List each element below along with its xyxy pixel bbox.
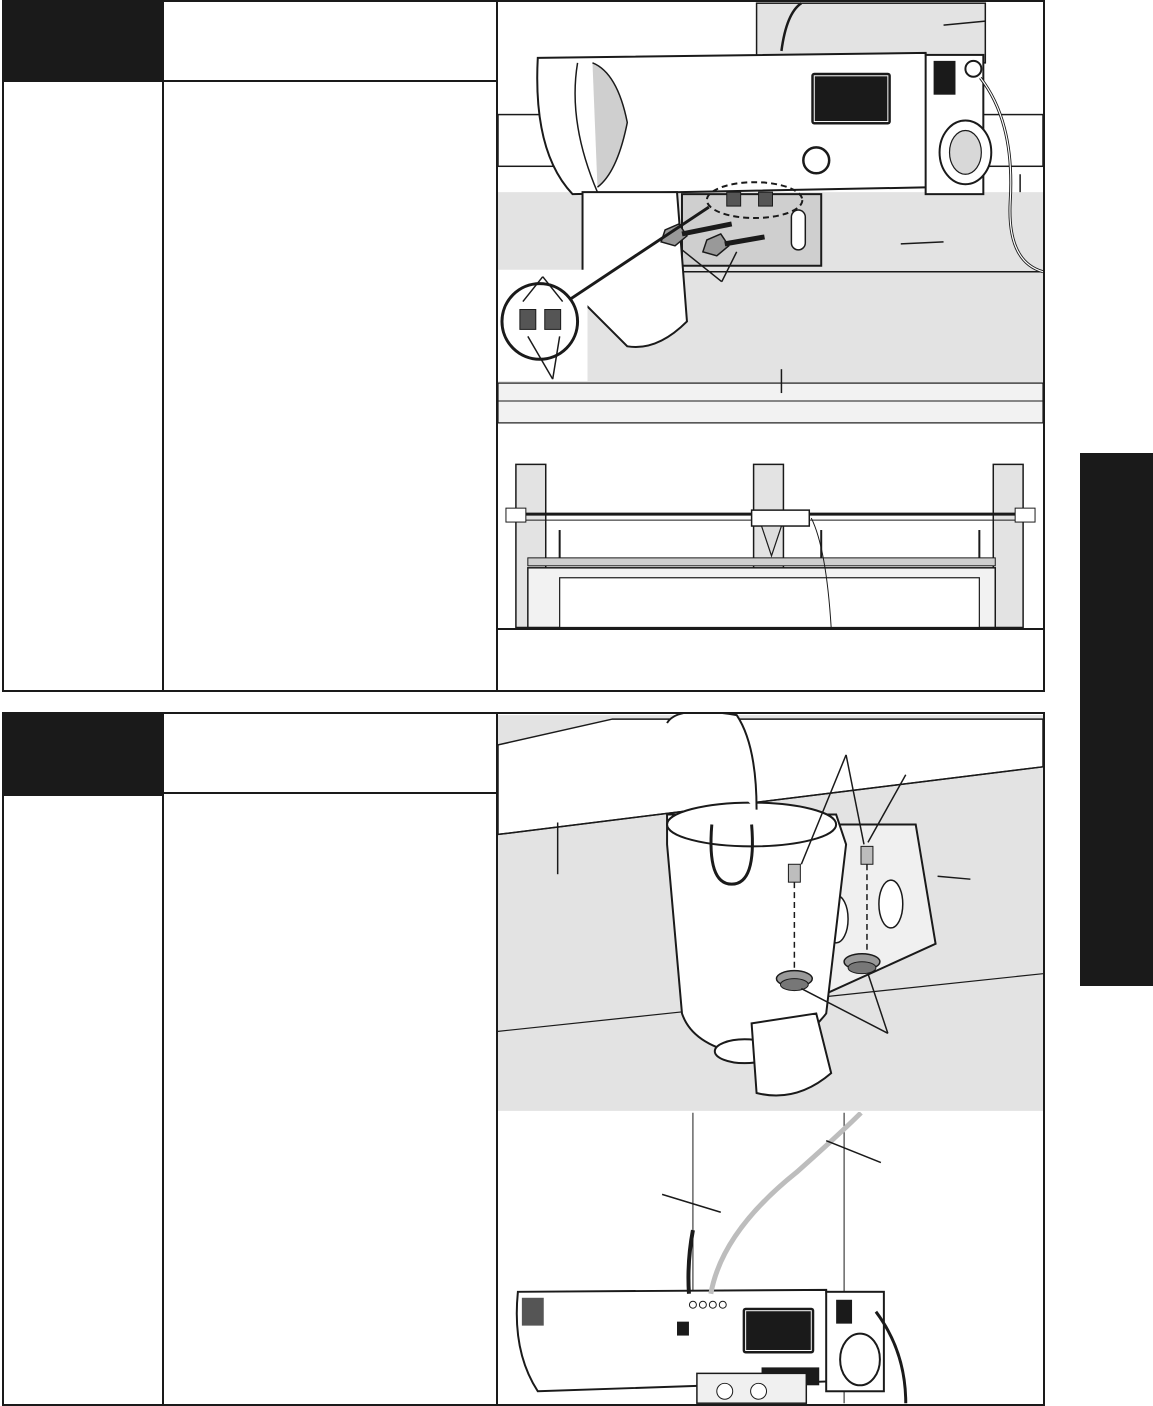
step-title-cell (162, 2, 496, 82)
idrive-pro-wiring-figure (498, 1112, 1043, 1404)
step-instructions-cell (162, 82, 496, 690)
door-top (528, 558, 995, 566)
step-sidebar-cell (4, 794, 162, 1404)
figure-column (496, 2, 1043, 690)
detail-zoom-circle (502, 284, 578, 360)
figure-column (496, 714, 1043, 1404)
threaded-stud (861, 846, 873, 864)
hex-nut (776, 971, 812, 991)
step-sidebar-cell (4, 80, 162, 690)
bracket-underside-figure (498, 714, 1043, 1114)
power-plug-icon (934, 61, 956, 95)
section-side-tab (1080, 453, 1153, 986)
hex-nut (844, 954, 880, 974)
bracket-underside-illustration (498, 714, 1043, 1112)
idrive-pro-wiring-illustration (498, 1112, 1043, 1404)
step-number-header (4, 714, 162, 794)
step-panel-2 (2, 712, 1045, 1406)
idrive-logo (803, 147, 829, 173)
brand-sticker (522, 1298, 544, 1326)
step-instructions-cell (162, 794, 496, 1404)
step-panel-1 (2, 0, 1045, 692)
door-front-view-figure (498, 438, 1043, 630)
wayne-dalton-logo (743, 1308, 815, 1354)
door-front-view-illustration (498, 438, 1043, 628)
step-number-header (4, 2, 162, 80)
opener-bracket-figure (498, 2, 1043, 440)
opener-housing (667, 815, 846, 1054)
opener-bracket-illustration (498, 2, 1043, 438)
right-jamb (993, 464, 1023, 627)
threaded-stud (788, 864, 800, 882)
wayne-dalton-logo (811, 73, 891, 125)
door-top-panel (498, 383, 1043, 423)
step-title-cell (162, 714, 496, 794)
opener-unit (752, 510, 810, 526)
